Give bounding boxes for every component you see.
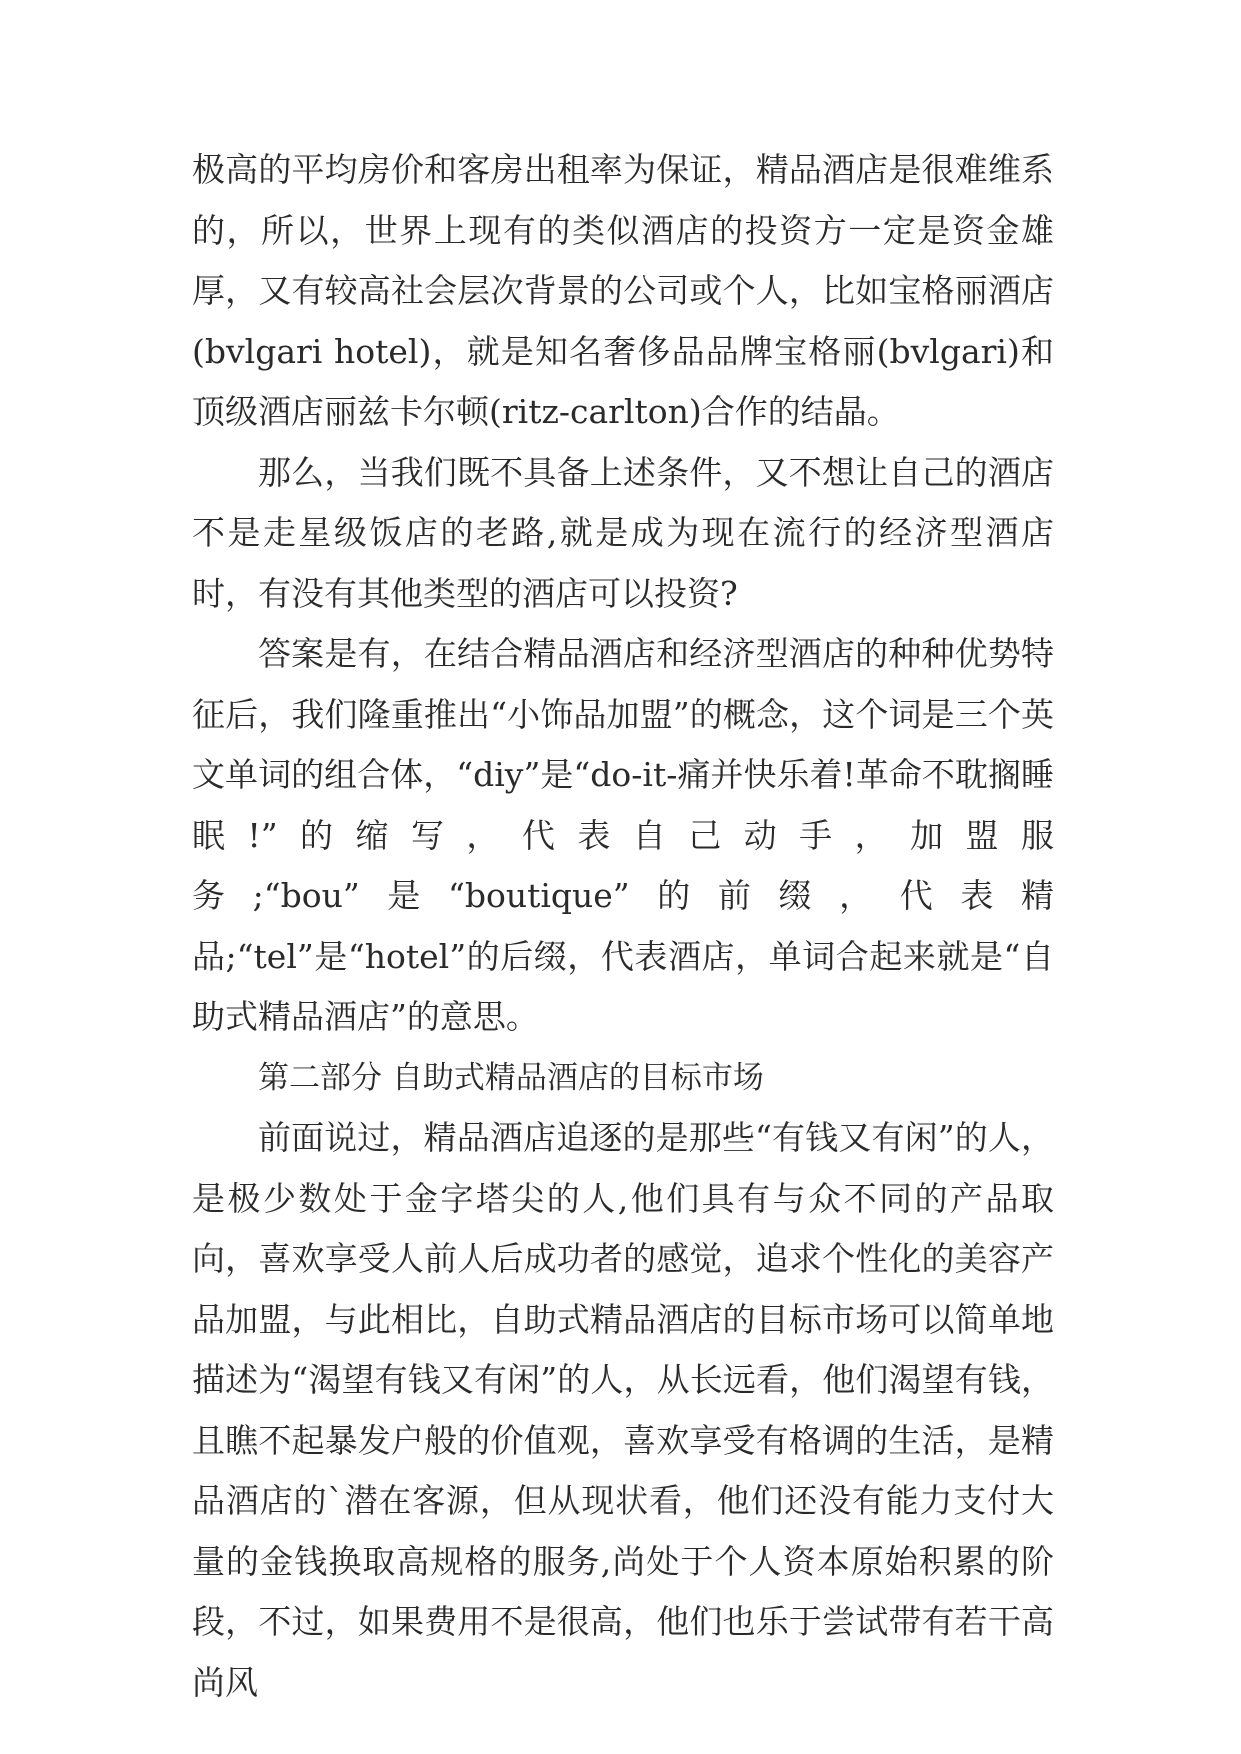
- paragraph-1: 极高的平均房价和客房出租率为保证，精品酒店是很难维系的，所以，世界上现有的类似酒店的投资方一定是资金雄厚，又有较高社会层次背景的公司或个人，比如宝格丽酒店(bvlgari hotel)，就是知名奢侈品品牌宝格丽(bvlgari)和顶级酒店丽兹卡尔顿(ritz-carlton)合作的结晶。: [192, 150, 1054, 431]
- paragraph-4: 前面说过，精品酒店追逐的是那些“有钱又有闲”的人，是极少数处于金字塔尖的人,他们具有与众不同的产品取向，喜欢享受人前人后成功者的感觉，追求个性化的美容产品加盟，与此相比，自助式精品酒店的目标市场可以简单地描述为“渴望有钱又有闲”的人，从长远看，他们渴望有钱，且瞧不起暴发户般的价值观，喜欢享受有格调的生活，是精品酒店的`潜在客源，但从现状看，他们还没有能力支付大量的金钱换取高规格的服务,尚处于个人资本原始积累的阶段，不过，如果费用不是很高，他们也乐于尝试带有若干高尚风: [192, 1118, 1054, 1702]
- document-body: [192, 140, 1054, 1713]
- section-heading: 第二部分 自助式精品酒店的目标市场: [258, 1059, 764, 1096]
- paragraph-3: 答案是有，在结合精品酒店和经济型酒店的种种优势特征后，我们隆重推出“小饰品加盟”的概念，这个词是三个英文单词的组合体，“diy”是“do-it-痛并快乐着!革命不耽搁睡眠!”的缩写，代表自己动手，加盟服务;“bou”是“boutique”的前缀，代表精品;“tel”是“hotel”的后缀，代表酒店，单词合起来就是“自助式精品酒店”的意思。: [192, 634, 1054, 1036]
- paragraph-2: 那么，当我们既不具备上述条件，又不想让自己的酒店不是走星级饭店的老路,就是成为现在流行的经济型酒店时，有没有其他类型的酒店可以投资?: [192, 452, 1054, 613]
